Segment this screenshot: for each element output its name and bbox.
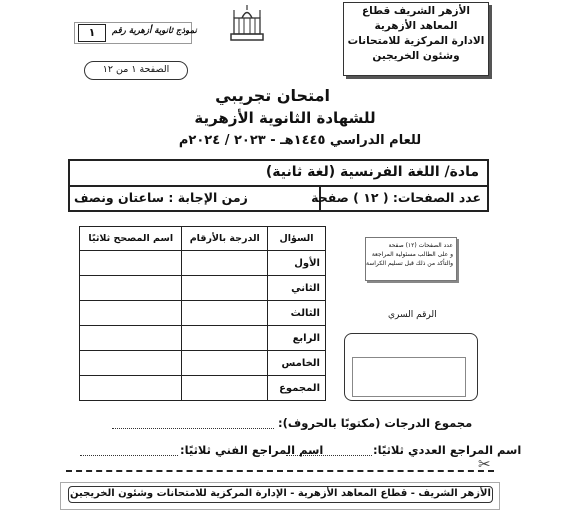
total-in-words-label: مجموع الدرجات (مكتوبًا بالحروف): <box>278 416 473 430</box>
cut-line <box>66 470 494 472</box>
table-row <box>80 276 326 301</box>
pages-notice <box>365 237 457 281</box>
table-row <box>80 301 326 326</box>
question-label: الثالث <box>268 301 326 326</box>
question-label: الخامس <box>268 351 326 376</box>
grader-cell[interactable] <box>80 351 182 376</box>
exam-title: امتحان تجريبي <box>215 86 330 105</box>
grade-cell[interactable] <box>182 376 268 401</box>
page-indicator: الصفحة ١ من ١٢ <box>84 61 188 80</box>
grader-cell[interactable] <box>80 276 182 301</box>
model-number: ١ <box>78 24 106 42</box>
authority-box <box>343 2 489 76</box>
grader-cell[interactable] <box>80 251 182 276</box>
header-grade-digits: الدرجة بالأرقام <box>182 227 268 251</box>
authority-line: المعاهد الأزهرية <box>374 20 458 32</box>
authority-line: وشئون الخريجين <box>372 50 460 62</box>
answer-time: زمن الإجابة : ساعتان ونصف <box>74 190 248 205</box>
header-grader-name: اسم المصحح ثلاثيًا <box>80 227 182 251</box>
secret-number-label: الرقم السري <box>388 310 437 320</box>
scissors-icon: ✂ <box>478 455 491 473</box>
authority-line: الأزهر الشريف قطاع <box>361 5 470 17</box>
table-row <box>80 376 326 401</box>
subject-table <box>68 159 489 212</box>
question-label: الثاني <box>268 276 326 301</box>
grader-cell[interactable] <box>80 326 182 351</box>
academic-year: للعام الدراسي ١٤٤٥هـ - ٢٠٢٣ / ٢٠٢٤م <box>178 133 422 148</box>
table-row <box>80 251 326 276</box>
numeric-reviewer-label: اسم المراجع العددي ثلاثيًا: <box>373 443 522 457</box>
grade-cell[interactable] <box>182 351 268 376</box>
certificate-title: للشهادة الثانوية الأزهرية <box>194 109 376 127</box>
page-count: عدد الصفحات: ( ١٢ ) صفحة <box>311 190 481 205</box>
question-label: المجموع <box>268 376 326 401</box>
model-label: نموذج ثانوية أزهرية رقم <box>112 26 197 36</box>
grade-cell[interactable] <box>182 301 268 326</box>
secret-number-field[interactable] <box>352 357 466 397</box>
azhar-emblem-icon <box>228 4 266 44</box>
notice-line: عدد الصفحات (١٢) صفحة <box>388 242 453 249</box>
question-label: الأول <box>268 251 326 276</box>
subject-name: مادة/ اللغة الفرنسية (لغة ثانية) <box>265 164 479 180</box>
grades-table <box>79 226 326 401</box>
total-in-words-field[interactable] <box>112 428 274 429</box>
technical-reviewer-field[interactable] <box>80 455 178 456</box>
authority-line: الادارة المركزية للامتحانات <box>347 35 485 47</box>
notice-line: و على الطالب مسئولية المراجعة <box>371 251 453 258</box>
grade-cell[interactable] <box>182 326 268 351</box>
notice-line: والتأكد من ذلك قبل تسليم الكراسة <box>366 260 453 267</box>
technical-reviewer-label: اسم المراجع الفني ثلاثيًا: <box>180 443 324 457</box>
table-row <box>80 351 326 376</box>
question-label: الرابع <box>268 326 326 351</box>
footer-bar: الأزهر الشريف - قطاع المعاهد الأزهرية - الإدارة المركزية للامتحانات وشئون الخريجين <box>68 486 493 503</box>
grade-cell[interactable] <box>182 251 268 276</box>
subject-row <box>70 161 487 187</box>
grader-cell[interactable] <box>80 376 182 401</box>
table-row <box>80 326 326 351</box>
header-question: السؤال <box>268 227 326 251</box>
grader-cell[interactable] <box>80 301 182 326</box>
grade-cell[interactable] <box>182 276 268 301</box>
grades-header-row <box>80 227 326 251</box>
pages-cell <box>311 187 487 210</box>
